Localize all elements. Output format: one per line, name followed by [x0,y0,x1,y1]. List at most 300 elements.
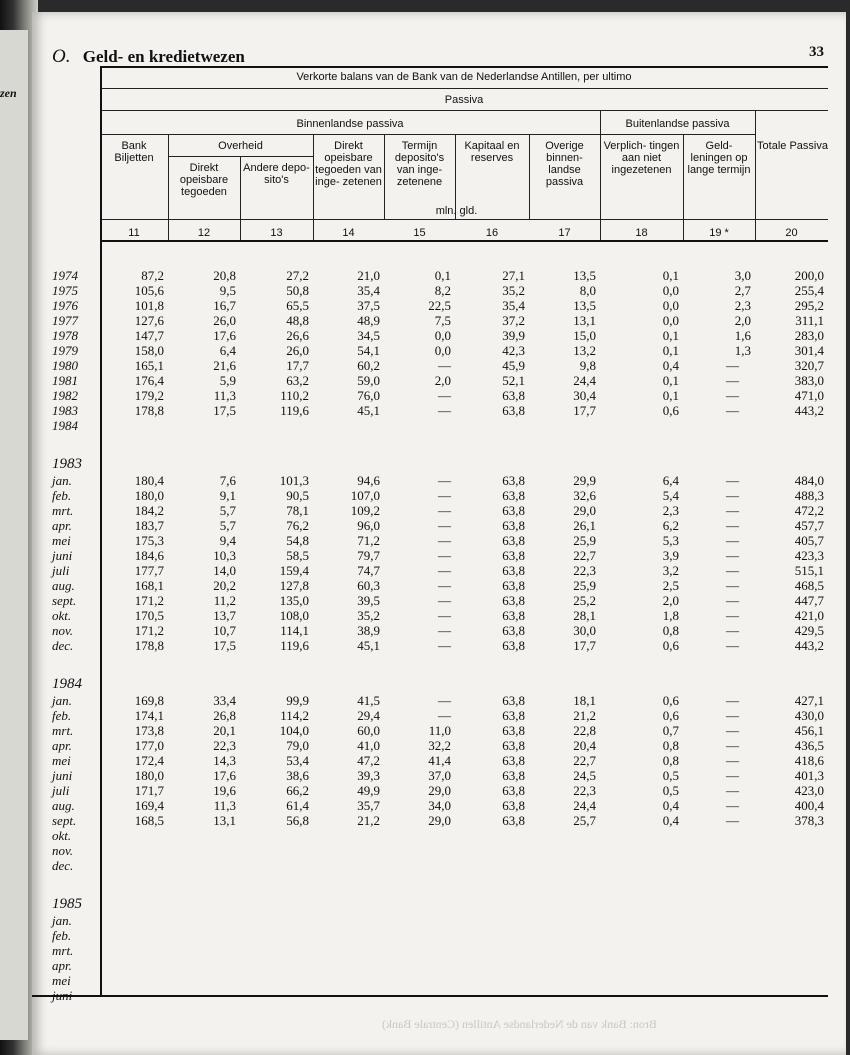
table-cell: 22,8 [573,723,596,738]
table-cell: 0,1 [662,343,679,358]
spacer [241,453,309,473]
month-label: apr. [52,518,72,533]
table-cell: 147,7 [134,328,164,343]
document-page [32,12,846,1055]
table-cell: 1,6 [734,328,751,343]
month-label: okt. [52,828,72,843]
table-cell: 11,0 [428,723,451,738]
table-cell: 255,4 [794,283,824,298]
spacer [457,673,525,693]
table-cell: 177,7 [134,563,164,578]
table-cell: 11,2 [213,593,236,608]
table-cell: 0,0 [662,283,679,298]
table-cell: 421,0 [794,608,824,623]
table-cell: 178,8 [134,638,164,653]
table-cell: 76,0 [357,388,380,403]
table-cell: 180,4 [134,473,164,488]
table-cell: — [726,488,739,503]
table-cell: 429,5 [794,623,824,638]
table-cell: 427,1 [794,693,824,708]
table-cell: — [726,608,739,623]
colnum-17: 17 [558,227,571,239]
table-cell: 29,4 [357,708,380,723]
table-cell: — [438,563,451,578]
table-cell: 401,3 [794,768,824,783]
table-cell: — [726,813,739,828]
colnum-19: 19 * [709,227,729,239]
spacer [685,653,751,673]
spacer [685,433,751,453]
empty-cell [170,418,236,433]
table-cell: 22,5 [428,298,451,313]
table-cell: — [726,548,739,563]
table-cell: 378,3 [794,813,824,828]
table-cell: 74,7 [357,563,380,578]
table-cell: 52,1 [502,373,525,388]
table-cell: — [726,473,739,488]
table-cell: 90,5 [286,488,309,503]
table-cell: 16,7 [213,298,236,313]
table-cell: 2,0 [662,593,679,608]
table-cell: 34,5 [357,328,380,343]
col-header-20: Totale Passiva [757,140,828,152]
table-cell: 176,4 [134,373,164,388]
table-cell: 0,1 [662,328,679,343]
spacer [314,673,380,693]
table-cell: 25,7 [573,813,596,828]
table-cell: 45,1 [357,403,380,418]
table-cell: 174,1 [134,708,164,723]
table-cell: 26,0 [213,313,236,328]
table-cell: — [726,403,739,418]
table-cell: 283,0 [794,328,824,343]
table-cell: 63,8 [502,608,525,623]
table-cell: 32,2 [428,738,451,753]
spacer [530,433,596,453]
month-label: jan. [52,913,72,928]
table-cell: 301,4 [794,343,824,358]
table-cell: — [438,473,451,488]
table-cell: 25,2 [573,593,596,608]
table-cell: 29,0 [428,813,451,828]
table-cell: 22,3 [213,738,236,753]
table-cell: — [726,623,739,638]
table-cell: 30,4 [573,388,596,403]
table-cell: 48,9 [357,313,380,328]
table-cell: 108,0 [279,608,309,623]
table-cell: 119,6 [280,403,309,418]
table-cell: 107,0 [350,488,380,503]
table-cell: 63,8 [502,753,525,768]
spacer [170,673,236,693]
table-cell: 87,2 [141,268,164,283]
table-cell: — [726,373,739,388]
table-cell: 311,1 [795,313,824,328]
table-cell: 11,3 [213,798,236,813]
table-cell: 127,8 [279,578,309,593]
year-heading: 1985 [52,896,82,912]
spacer [170,453,236,473]
table-cell: 39,5 [357,593,380,608]
spacer [457,433,525,453]
data-column-20 [756,268,824,828]
month-label: juni [52,548,73,563]
empty-cell [385,418,451,433]
table-cell: — [438,638,451,653]
table-cell: — [726,798,739,813]
table-cell: 17,7 [573,638,596,653]
table-cell: 63,8 [502,623,525,638]
table-cell: 184,6 [134,548,164,563]
table-cell: 0,6 [662,708,679,723]
table-cell: 0,1 [662,268,679,283]
spacer [104,653,164,673]
table-cell: 169,4 [134,798,164,813]
table-cell: 13,1 [213,813,236,828]
table-cell: 63,8 [502,593,525,608]
spacer [530,673,596,693]
table-cell: 158,0 [134,343,164,358]
balance-table [32,12,846,1055]
table-cell: — [438,533,451,548]
table-cell: 28,1 [573,608,596,623]
table-cell: 3,2 [662,563,679,578]
table-cell: 35,2 [357,608,380,623]
spacer [52,433,112,453]
table-cell: 6,4 [219,343,236,358]
month-label: juni [52,768,73,783]
table-cell: 13,5 [573,268,596,283]
spacer [314,453,380,473]
table-cell: 0,4 [662,798,679,813]
table-cell: 63,8 [502,708,525,723]
month-label: apr. [52,958,72,973]
table-cell: 8,0 [579,283,596,298]
table-cell: 29,0 [428,783,451,798]
table-cell: 45,9 [502,358,525,373]
table-cell: 21,2 [357,813,380,828]
table-cell: 99,9 [286,693,309,708]
table-cell: 26,0 [286,343,309,358]
table-cell: 29,9 [573,473,596,488]
table-cell: 32,6 [573,488,596,503]
vrule-13 [313,134,314,240]
table-cell: 39,9 [502,328,525,343]
table-cell: 101,3 [279,473,309,488]
table-cell: 41,0 [357,738,380,753]
month-label: mei [52,973,71,988]
rule-title [100,88,828,89]
table-cell: 170,5 [134,608,164,623]
data-column-16 [457,268,525,828]
colnum-16: 16 [485,227,499,239]
year-label: 1977 [52,313,78,328]
table-cell: 14,0 [213,563,236,578]
table-cell: 135,0 [279,593,309,608]
table-cell: — [438,403,451,418]
year-label: 1975 [52,283,78,298]
month-label: nov. [52,843,74,858]
table-cell: 20,2 [213,578,236,593]
table-cell: 22,3 [573,563,596,578]
table-cell: — [726,723,739,738]
table-cell: 109,2 [350,503,380,518]
table-cell: 17,6 [213,328,236,343]
table-cell: 63,8 [502,403,525,418]
empty-cell [241,418,309,433]
table-cell: 5,7 [219,503,236,518]
table-cell: 24,4 [573,373,596,388]
table-cell: 443,2 [794,638,824,653]
spacer [385,673,451,693]
rule-colnum-top [100,219,828,220]
year-label: 1976 [52,298,78,313]
table-cell: — [726,563,739,578]
table-cell: 78,1 [286,503,309,518]
table-cell: 39,3 [357,768,380,783]
spacer [104,453,164,473]
year-label: 1980 [52,358,78,373]
table-cell: — [726,708,739,723]
spacer [605,433,679,453]
table-cell: 41,4 [428,753,451,768]
table-cell: 0,5 [662,768,679,783]
table-cell: 159,4 [279,563,309,578]
rule-passiva [100,110,828,111]
table-cell: 5,7 [219,518,236,533]
table-cell: 50,8 [286,283,309,298]
table-cell: 104,0 [279,723,309,738]
table-cell: 11,3 [213,388,236,403]
month-label: mrt. [52,503,74,518]
table-cell: 183,7 [134,518,164,533]
table-cell: 0,1 [662,373,679,388]
table-cell: 2,5 [662,578,679,593]
month-label: aug. [52,798,75,813]
table-cell: 172,4 [134,753,164,768]
table-cell: 2,3 [734,298,751,313]
month-label: aug. [52,578,75,593]
spacer [457,653,525,673]
month-label: mrt. [52,943,74,958]
table-cell: 0,6 [662,403,679,418]
table-cell: — [438,358,451,373]
table-cell: 63,8 [502,813,525,828]
table-cell: 418,6 [794,753,824,768]
spacer [685,673,751,693]
spacer [314,653,380,673]
table-cell: 2,7 [734,283,751,298]
table-cell: 114,2 [280,708,309,723]
table-cell: 6,2 [662,518,679,533]
empty-cell [685,418,751,433]
month-label: nov. [52,623,74,638]
table-cell: 179,2 [134,388,164,403]
table-cell: — [726,768,739,783]
col-header-19: Geld- leningen op lange termijn [687,140,751,176]
table-cell: 8,2 [434,283,451,298]
section-passiva: Passiva [444,94,484,106]
rule-colnum-bottom [100,240,828,242]
table-cell: 110,2 [280,388,309,403]
table-cell: 47,2 [357,753,380,768]
empty-cell [314,418,380,433]
table-cell: 17,5 [213,403,236,418]
table-cell: — [726,358,739,373]
col-header-14: Direkt opeisbare tegoeden van inge- zetenen [315,140,382,188]
year-label: 1984 [52,418,78,433]
table-cell: 7,5 [434,313,451,328]
year-heading: 1983 [52,456,82,472]
table-cell: 515,1 [794,563,824,578]
table-cell: 35,4 [357,283,380,298]
table-cell: 45,1 [357,638,380,653]
table-cell: — [726,738,739,753]
empty-cell [104,418,164,433]
table-cell: 54,8 [286,533,309,548]
table-cell: 63,8 [502,388,525,403]
table-cell: 447,7 [794,593,824,608]
table-cell: 13,1 [573,313,596,328]
previous-page-text: zen [0,86,17,100]
table-cell: 430,0 [794,708,824,723]
year-label: 1979 [52,343,78,358]
table-cell: 25,9 [573,578,596,593]
data-column-14 [314,268,380,828]
vrule-16 [529,134,530,219]
table-cell: 400,4 [794,798,824,813]
table-cell: 0,0 [434,343,451,358]
table-cell: 488,3 [794,488,824,503]
colnum-12: 12 [197,227,211,239]
table-cell: 56,8 [286,813,309,828]
year-label: 1974 [52,268,78,283]
table-cell: — [726,638,739,653]
year-label: 1982 [52,388,78,403]
table-cell: 79,0 [286,738,309,753]
year-label: 1983 [52,403,78,418]
table-cell: 63,8 [502,738,525,753]
table-cell: 127,6 [134,313,164,328]
year-label: 1981 [52,373,78,388]
group-overheid: Overheid [218,140,263,152]
table-cell: — [438,623,451,638]
table-cell: 443,2 [794,403,824,418]
table-cell: — [438,693,451,708]
col-header-17: Overige binnen- landse passiva [545,140,584,188]
month-label: feb. [52,928,72,943]
table-cell: 24,5 [573,768,596,783]
table-cell: 58,5 [286,548,309,563]
table-cell: 63,8 [502,503,525,518]
empty-cell [756,418,824,433]
table-cell: 0,0 [662,313,679,328]
rule-bottom [32,995,828,997]
table-cell: 65,5 [286,298,309,313]
table-cell: 0,8 [662,738,679,753]
table-cell: 178,8 [134,403,164,418]
table-cell: 26,6 [286,328,309,343]
table-cell: 13,2 [573,343,596,358]
table-cell: 383,0 [794,373,824,388]
table-cell: 1,3 [734,343,751,358]
unit-label: mln. gld. [435,205,478,217]
month-label: sept. [52,593,77,608]
table-cell: 76,2 [286,518,309,533]
table-cell: 63,8 [502,798,525,813]
table-cell: 10,3 [213,548,236,563]
table-cell: 9,4 [219,533,236,548]
table-cell: — [438,488,451,503]
spacer [241,433,309,453]
empty-cell [605,418,679,433]
month-label: mrt. [52,723,74,738]
table-cell: 35,2 [502,283,525,298]
spacer [52,653,112,673]
table-cell: 37,0 [428,768,451,783]
table-cell: 26,1 [573,518,596,533]
table-cell: 60,3 [357,578,380,593]
table-cell: 180,0 [134,488,164,503]
table-cell: 17,7 [286,358,309,373]
bleed-through-footer: Bron: Bank van de Nederlandse Antillen (Centrale Bank) [382,1017,657,1031]
table-cell: 63,8 [502,488,525,503]
spacer [530,653,596,673]
table-cell: 165,1 [134,358,164,373]
spacer [685,453,751,473]
table-cell: 180,0 [134,768,164,783]
table-title: Verkorte balans van de Bank van de Nederlandse Antillen, per ultimo [296,71,632,83]
table-cell: 42,3 [502,343,525,358]
table-cell: 26,8 [213,708,236,723]
table-cell: 27,1 [502,268,525,283]
spacer [605,453,679,473]
table-cell: 457,7 [794,518,824,533]
spacer [756,673,824,693]
spacer [385,453,451,473]
table-cell: 63,8 [502,548,525,563]
chapter-title: Geld- en kredietwezen [82,47,245,66]
table-cell: 171,2 [134,623,164,638]
table-cell: — [438,388,451,403]
table-cell: 63,8 [502,638,525,653]
data-column-12 [170,268,236,828]
colnum-11: 11 [128,227,140,239]
table-cell: 49,9 [357,783,380,798]
col-header-18: Verplich- tingen aan niet ingezetenen [603,140,680,176]
table-cell: 79,7 [357,548,380,563]
table-cell: 171,7 [134,783,164,798]
month-label: juli [52,563,70,578]
table-cell: 35,7 [357,798,380,813]
table-cell: 168,1 [134,578,164,593]
year-label: 1978 [52,328,78,343]
table-cell: — [438,578,451,593]
colnum-18: 18 [635,227,648,239]
month-label: juni [52,988,73,1003]
table-cell: 5,3 [662,533,679,548]
table-cell: 21,2 [573,708,596,723]
table-cell: 436,5 [794,738,824,753]
table-cell: 0,8 [662,623,679,638]
table-cell: 6,4 [662,473,679,488]
data-column-13 [241,268,309,828]
month-label: juli [52,783,70,798]
table-cell: 38,6 [286,768,309,783]
table-cell: 63,8 [502,533,525,548]
col-header-16: Kapitaal en reserves [464,140,520,164]
table-cell: 22,7 [573,753,596,768]
